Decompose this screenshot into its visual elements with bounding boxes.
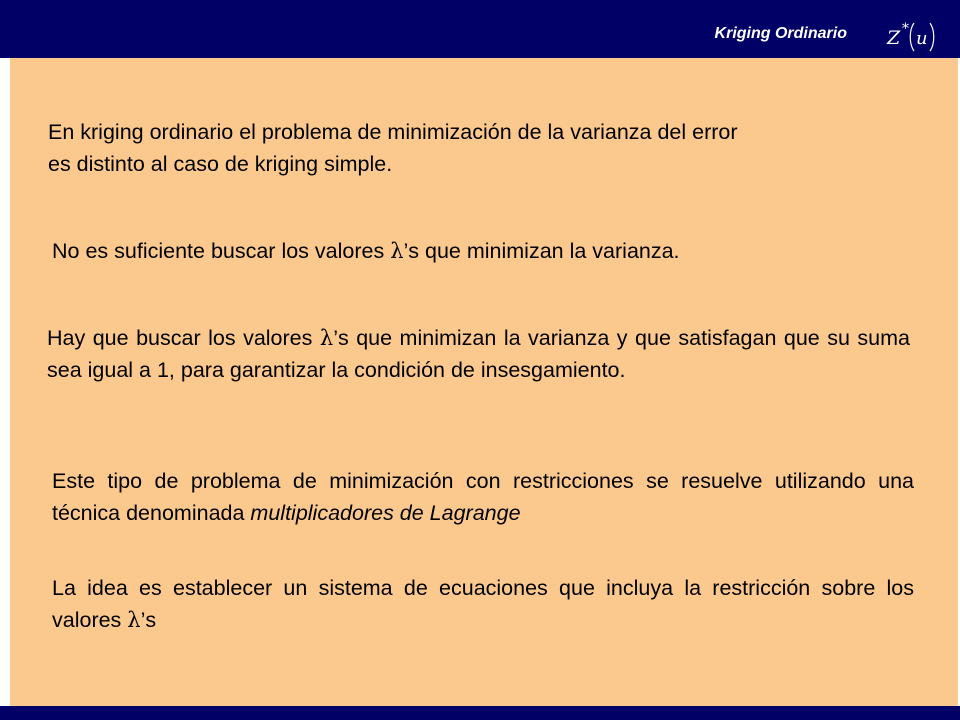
paragraph-1 <box>48 116 918 180</box>
paragraph-4 <box>52 465 914 529</box>
paragraph-4-italic: multiplicadores de Lagrange <box>250 501 521 525</box>
lambda-symbol: λ <box>319 326 334 350</box>
paragraph-3 <box>47 322 910 386</box>
paragraph-2-text-before: No es suficiente buscar los valores <box>52 239 391 263</box>
paragraph-2 <box>52 235 912 267</box>
paragraph-1-line-1: En kriging ordinario el problema de minimización de la varianza del error <box>48 120 738 144</box>
header-bar <box>0 0 960 58</box>
formula-superscript: * <box>902 21 909 37</box>
paragraph-5-text: La idea es establecer un sistema de ecuaciones que incluya la restricción sobre los valores <box>52 576 914 632</box>
formula-symbol: Z <box>887 27 901 49</box>
header-title: Kriging Ordinario <box>714 25 847 42</box>
lambda-symbol: λ <box>127 608 141 632</box>
paragraph-5 <box>52 572 914 636</box>
lambda-symbol: λ <box>390 239 404 263</box>
footer-bar <box>0 706 960 720</box>
paragraph-2-text-after: ’s que minimizan la varianza. <box>403 239 680 263</box>
paragraph-3-text-before: Hay que buscar los valores <box>47 326 320 350</box>
header-formula <box>884 17 948 57</box>
formula-argument: u <box>916 28 928 49</box>
paragraph-4-text: Este tipo de problema de minimización con restricciones se resuelve utilizando una técnica denominada <box>52 469 914 525</box>
paragraph-5-text-after: ’s <box>140 608 157 632</box>
paragraph-3-text-after: ’s que minimizan la varianza y que satisfagan que su suma sea igual a 1, para garantizar la condición de insesgamiento. <box>47 326 911 382</box>
paragraph-1-line-2: es distinto al caso de kriging simple. <box>48 152 393 176</box>
